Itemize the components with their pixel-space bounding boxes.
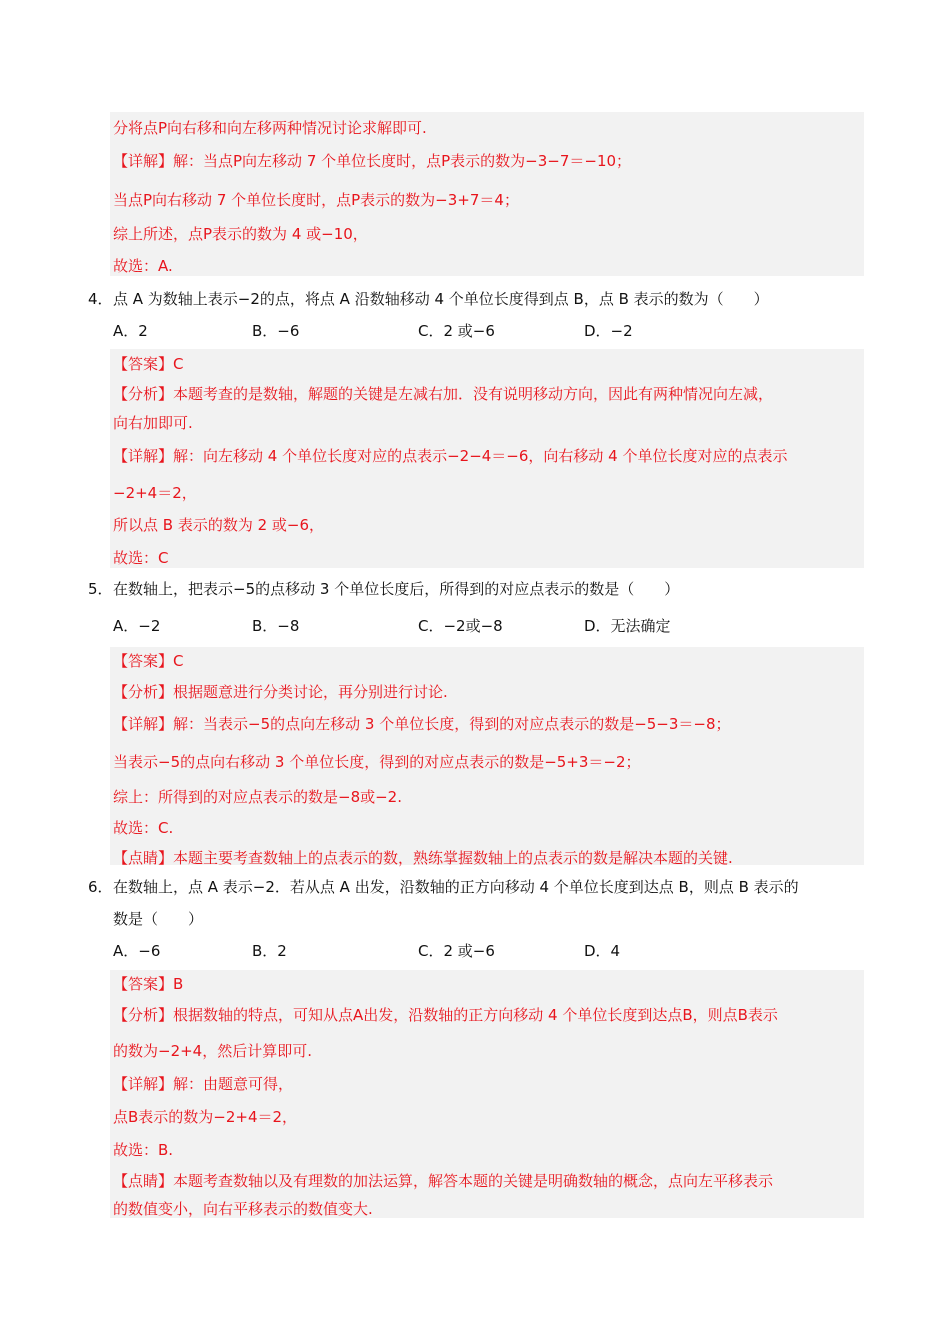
q5-detail-3: 综上：所得到的对应点表示的数是−8或−2.: [113, 788, 402, 806]
q4-option-a: A．2: [113, 322, 148, 340]
q4-number: 4．: [88, 290, 113, 308]
q4-analysis: 【分析】本题考查的是数轴，解题的关键是左减右加．没有说明移动方向，因此有两种情况向左减，: [113, 385, 774, 403]
q5-comment: 【点睛】本题主要考查数轴上的点表示的数，熟练掌握数轴上的点表示的数是解决本题的关键.: [113, 849, 733, 867]
q5-number: 5．: [88, 580, 113, 598]
q3-detail: 【详解】解：当点P向左移动 7 个单位长度时，点P表示的数为−3−7＝−10；: [113, 152, 632, 170]
q5-stem-text: 在数轴上，把表示−5的点移动 3 个单位长度后，所得到的对应点表示的数是（ ）: [113, 580, 680, 598]
q6-comment-2: 的数值变小，向右平移表示的数值变大.: [113, 1200, 373, 1218]
q6-analysis-2: 的数为−2+4，然后计算即可.: [113, 1042, 312, 1060]
q4-option-d: D．−2: [584, 322, 633, 340]
q4-option-c: C．2 或−6: [418, 322, 495, 340]
q5-analysis: 【分析】根据题意进行分类讨论，再分别进行讨论.: [113, 683, 448, 701]
q6-option-a: A．−6: [113, 942, 161, 960]
q5-option-c: C．−2或−8: [418, 617, 503, 635]
q4-choice: 故选：C: [113, 549, 169, 567]
q6-number: 6．: [88, 878, 113, 896]
q3-detail-2: 当点P向右移动 7 个单位长度时，点P表示的数为−3+7＝4；: [113, 191, 519, 209]
q4-answer: 【答案】C: [113, 355, 184, 373]
q4-option-b: B．−6: [252, 322, 300, 340]
q6-detail-2: 点B表示的数为−2+4＝2，: [113, 1108, 298, 1126]
q5-detail-2: 当表示−5的点向右移动 3 个单位长度，得到的对应点表示的数是−5+3＝−2；: [113, 753, 641, 771]
q6-stem: [88, 876, 799, 898]
q3-analysis-tail: 分将点P向右移和向左移两种情况讨论求解即可.: [113, 119, 427, 137]
q6-option-c: C．2 或−6: [418, 942, 495, 960]
q6-answer: 【答案】B: [113, 975, 184, 993]
q3-choice: 故选：A.: [113, 257, 173, 275]
q4-analysis-2: 向右加即可.: [113, 414, 193, 432]
q4-detail: 【详解】解：向左移动 4 个单位长度对应的点表示−2−4＝−6，向右移动 4 个单位长度对应的点表示: [113, 447, 788, 465]
q5-option-a: A．−2: [113, 617, 161, 635]
q4-stem: [88, 288, 769, 310]
q3-conclusion: 综上所述，点P表示的数为 4 或−10，: [113, 225, 368, 243]
q4-stem-text: 点 A 为数轴上表示−2的点，将点 A 沿数轴移动 4 个单位长度得到点 B，点 B 表示的数为（ ）: [113, 290, 769, 308]
q5-option-d: D．无法确定: [584, 617, 671, 635]
q6-comment: 【点睛】本题考查数轴以及有理数的加法运算，解答本题的关键是明确数轴的概念，点向左平移表示: [113, 1172, 774, 1190]
q5-answer: 【答案】C: [113, 652, 184, 670]
q4-detail-2: −2+4＝2，: [113, 484, 197, 502]
q6-option-b: B．2: [252, 942, 287, 960]
q5-detail: 【详解】解：当表示−5的点向左移动 3 个单位长度，得到的对应点表示的数是−5−3＝−8；: [113, 715, 731, 733]
q6-analysis: 【分析】根据数轴的特点，可知从点A出发，沿数轴的正方向移动 4 个单位长度到达点B，则点B表示: [113, 1006, 778, 1024]
q5-option-b: B．−8: [252, 617, 300, 635]
q6-stem-text: 在数轴上，点 A 表示−2．若从点 A 出发，沿数轴的正方向移动 4 个单位长度到达点 B，则点 B 表示的: [113, 878, 799, 896]
q5-stem: [88, 578, 679, 600]
q6-detail: 【详解】解：由题意可得，: [113, 1075, 294, 1093]
q6-choice: 故选：B.: [113, 1141, 174, 1159]
q5-choice: 故选：C.: [113, 819, 174, 837]
q6-option-d: D．4: [584, 942, 621, 960]
q6-stem-2: 数是（ ）: [113, 910, 204, 928]
q4-detail-3: 所以点 B 表示的数为 2 或−6，: [113, 516, 325, 534]
